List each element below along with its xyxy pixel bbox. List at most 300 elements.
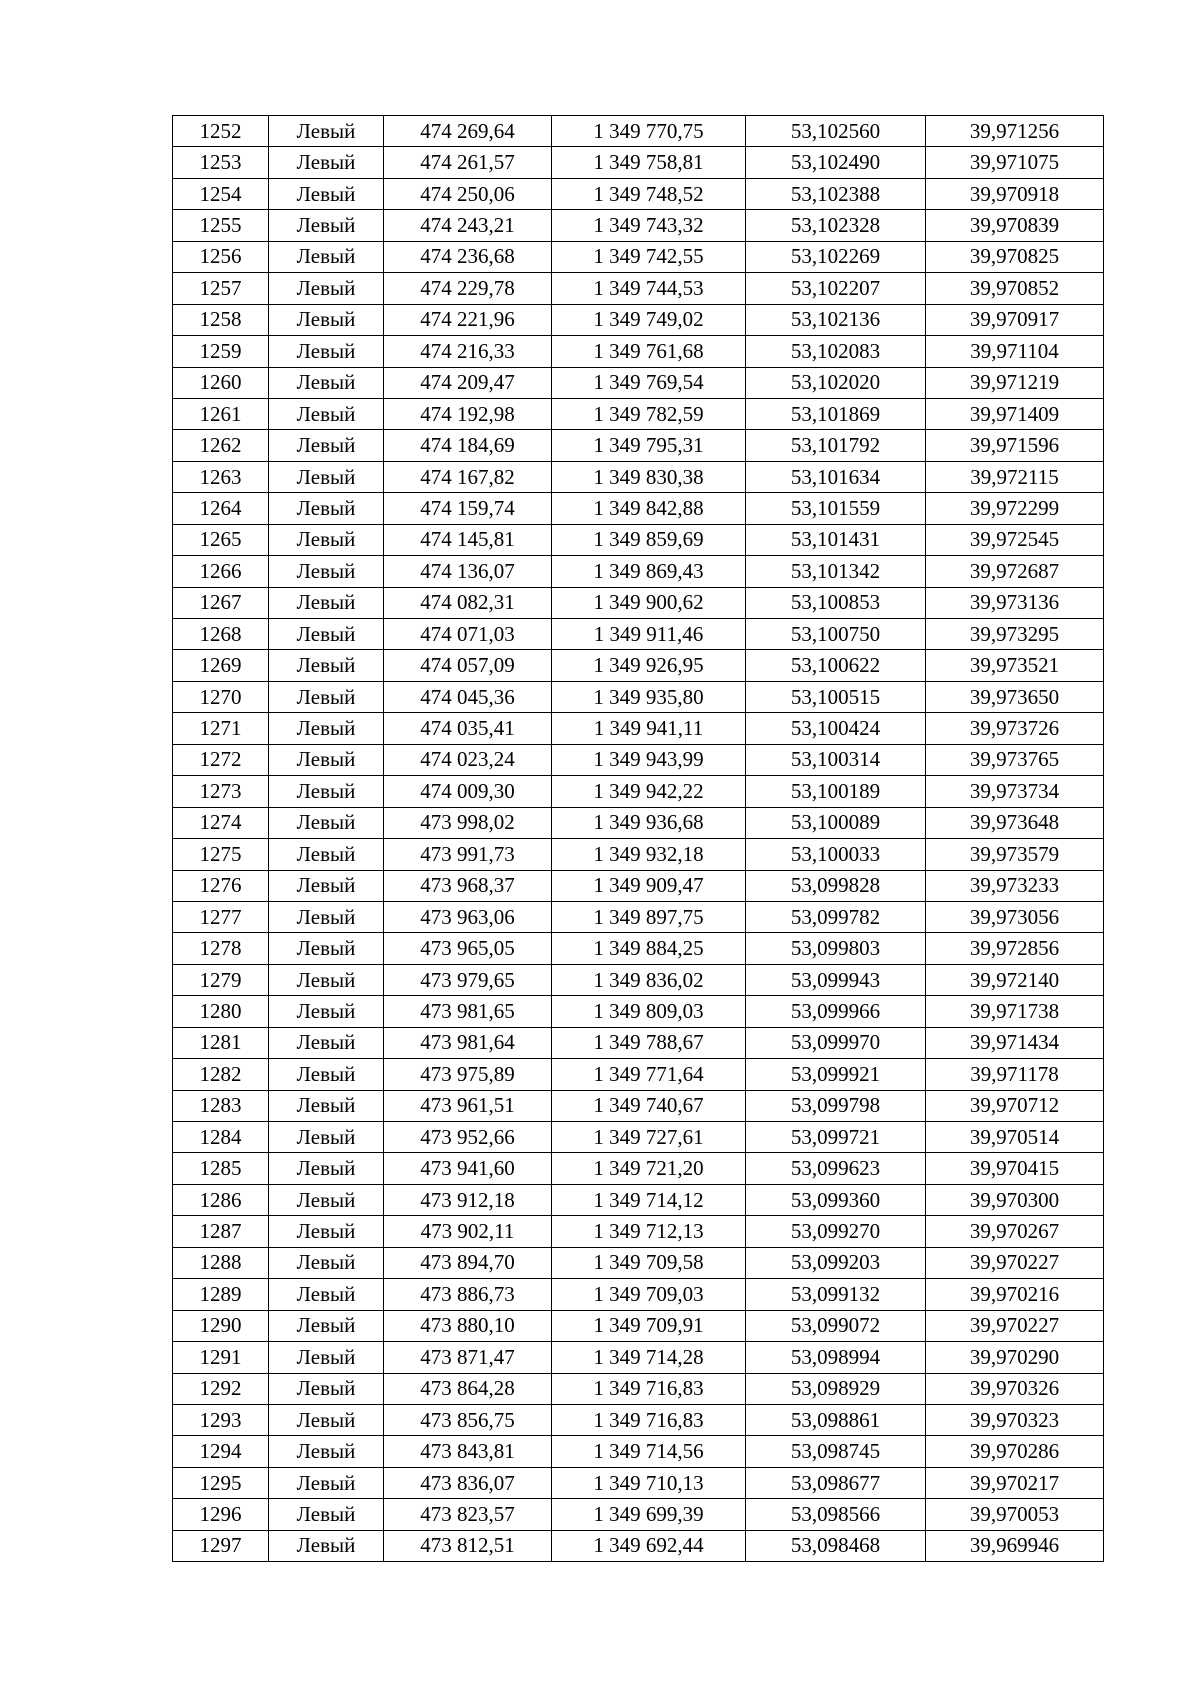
side-cell: Левый	[269, 367, 384, 398]
y-coordinate-cell: 1 349 721,20	[552, 1153, 746, 1184]
latitude-cell: 53,099132	[746, 1279, 926, 1310]
longitude-cell: 39,973734	[926, 776, 1104, 807]
y-coordinate-cell: 1 349 712,13	[552, 1216, 746, 1247]
y-coordinate-cell: 1 349 714,12	[552, 1184, 746, 1215]
latitude-cell: 53,102269	[746, 241, 926, 272]
side-cell: Левый	[269, 1279, 384, 1310]
x-coordinate-cell: 474 261,57	[384, 147, 552, 178]
point-number-cell: 1283	[173, 1090, 269, 1121]
point-number-cell: 1256	[173, 241, 269, 272]
latitude-cell: 53,100314	[746, 744, 926, 775]
point-number-cell: 1259	[173, 336, 269, 367]
x-coordinate-cell: 474 035,41	[384, 713, 552, 744]
side-cell: Левый	[269, 839, 384, 870]
longitude-cell: 39,971409	[926, 398, 1104, 429]
x-coordinate-cell: 474 023,24	[384, 744, 552, 775]
table-row	[173, 776, 1104, 807]
side-cell: Левый	[269, 116, 384, 147]
longitude-cell: 39,971104	[926, 336, 1104, 367]
table-row	[173, 241, 1104, 272]
latitude-cell: 53,098566	[746, 1499, 926, 1530]
latitude-cell: 53,102083	[746, 336, 926, 367]
longitude-cell: 39,970712	[926, 1090, 1104, 1121]
table-row	[173, 1404, 1104, 1435]
y-coordinate-cell: 1 349 935,80	[552, 681, 746, 712]
point-number-cell: 1296	[173, 1499, 269, 1530]
side-cell: Левый	[269, 493, 384, 524]
side-cell: Левый	[269, 1530, 384, 1561]
table-row	[173, 1436, 1104, 1467]
longitude-cell: 39,972856	[926, 933, 1104, 964]
latitude-cell: 53,099721	[746, 1122, 926, 1153]
latitude-cell: 53,099828	[746, 870, 926, 901]
side-cell: Левый	[269, 1404, 384, 1435]
latitude-cell: 53,101559	[746, 493, 926, 524]
x-coordinate-cell: 473 968,37	[384, 870, 552, 901]
y-coordinate-cell: 1 349 716,83	[552, 1373, 746, 1404]
y-coordinate-cell: 1 349 926,95	[552, 650, 746, 681]
x-coordinate-cell: 474 082,31	[384, 587, 552, 618]
table-row	[173, 650, 1104, 681]
x-coordinate-cell: 473 991,73	[384, 839, 552, 870]
latitude-cell: 53,100622	[746, 650, 926, 681]
latitude-cell: 53,100515	[746, 681, 926, 712]
longitude-cell: 39,973579	[926, 839, 1104, 870]
x-coordinate-cell: 474 269,64	[384, 116, 552, 147]
y-coordinate-cell: 1 349 709,91	[552, 1310, 746, 1341]
x-coordinate-cell: 474 229,78	[384, 273, 552, 304]
table-row	[173, 116, 1104, 147]
longitude-cell: 39,970839	[926, 210, 1104, 241]
y-coordinate-cell: 1 349 941,11	[552, 713, 746, 744]
point-number-cell: 1270	[173, 681, 269, 712]
table-row	[173, 587, 1104, 618]
y-coordinate-cell: 1 349 748,52	[552, 178, 746, 209]
table-row	[173, 1216, 1104, 1247]
y-coordinate-cell: 1 349 782,59	[552, 398, 746, 429]
table-row	[173, 273, 1104, 304]
latitude-cell: 53,099798	[746, 1090, 926, 1121]
x-coordinate-cell: 474 216,33	[384, 336, 552, 367]
y-coordinate-cell: 1 349 771,64	[552, 1059, 746, 1090]
longitude-cell: 39,970290	[926, 1342, 1104, 1373]
side-cell: Левый	[269, 776, 384, 807]
point-number-cell: 1263	[173, 461, 269, 492]
y-coordinate-cell: 1 349 943,99	[552, 744, 746, 775]
table-row	[173, 1467, 1104, 1498]
x-coordinate-cell: 473 961,51	[384, 1090, 552, 1121]
side-cell: Левый	[269, 933, 384, 964]
x-coordinate-cell: 473 836,07	[384, 1467, 552, 1498]
y-coordinate-cell: 1 349 749,02	[552, 304, 746, 335]
x-coordinate-cell: 473 886,73	[384, 1279, 552, 1310]
latitude-cell: 53,098677	[746, 1467, 926, 1498]
x-coordinate-cell: 473 965,05	[384, 933, 552, 964]
y-coordinate-cell: 1 349 709,58	[552, 1247, 746, 1278]
point-number-cell: 1286	[173, 1184, 269, 1215]
longitude-cell: 39,970825	[926, 241, 1104, 272]
table-row	[173, 1153, 1104, 1184]
x-coordinate-cell: 474 167,82	[384, 461, 552, 492]
y-coordinate-cell: 1 349 770,75	[552, 116, 746, 147]
latitude-cell: 53,099623	[746, 1153, 926, 1184]
side-cell: Левый	[269, 807, 384, 838]
side-cell: Левый	[269, 1122, 384, 1153]
table-row	[173, 1373, 1104, 1404]
latitude-cell: 53,101634	[746, 461, 926, 492]
table-row	[173, 901, 1104, 932]
latitude-cell: 53,100033	[746, 839, 926, 870]
y-coordinate-cell: 1 349 842,88	[552, 493, 746, 524]
y-coordinate-cell: 1 349 769,54	[552, 367, 746, 398]
y-coordinate-cell: 1 349 742,55	[552, 241, 746, 272]
table-row	[173, 1247, 1104, 1278]
point-number-cell: 1277	[173, 901, 269, 932]
side-cell: Левый	[269, 1059, 384, 1090]
longitude-cell: 39,970918	[926, 178, 1104, 209]
point-number-cell: 1288	[173, 1247, 269, 1278]
latitude-cell: 53,099970	[746, 1027, 926, 1058]
coordinates-table-body	[173, 116, 1104, 1562]
point-number-cell: 1265	[173, 524, 269, 555]
side-cell: Левый	[269, 1153, 384, 1184]
x-coordinate-cell: 473 843,81	[384, 1436, 552, 1467]
table-row	[173, 964, 1104, 995]
table-row	[173, 1027, 1104, 1058]
side-cell: Левый	[269, 147, 384, 178]
y-coordinate-cell: 1 349 942,22	[552, 776, 746, 807]
point-number-cell: 1292	[173, 1373, 269, 1404]
point-number-cell: 1253	[173, 147, 269, 178]
x-coordinate-cell: 473 864,28	[384, 1373, 552, 1404]
latitude-cell: 53,101342	[746, 556, 926, 587]
table-row	[173, 336, 1104, 367]
x-coordinate-cell: 473 856,75	[384, 1404, 552, 1435]
latitude-cell: 53,102328	[746, 210, 926, 241]
x-coordinate-cell: 473 902,11	[384, 1216, 552, 1247]
point-number-cell: 1264	[173, 493, 269, 524]
latitude-cell: 53,102020	[746, 367, 926, 398]
y-coordinate-cell: 1 349 859,69	[552, 524, 746, 555]
longitude-cell: 39,972115	[926, 461, 1104, 492]
longitude-cell: 39,973650	[926, 681, 1104, 712]
x-coordinate-cell: 473 941,60	[384, 1153, 552, 1184]
longitude-cell: 39,970216	[926, 1279, 1104, 1310]
longitude-cell: 39,971256	[926, 116, 1104, 147]
side-cell: Левый	[269, 587, 384, 618]
point-number-cell: 1261	[173, 398, 269, 429]
latitude-cell: 53,100189	[746, 776, 926, 807]
longitude-cell: 39,973765	[926, 744, 1104, 775]
latitude-cell: 53,099270	[746, 1216, 926, 1247]
table-row	[173, 870, 1104, 901]
table-row	[173, 807, 1104, 838]
latitude-cell: 53,100853	[746, 587, 926, 618]
latitude-cell: 53,102560	[746, 116, 926, 147]
y-coordinate-cell: 1 349 709,03	[552, 1279, 746, 1310]
y-coordinate-cell: 1 349 716,83	[552, 1404, 746, 1435]
point-number-cell: 1274	[173, 807, 269, 838]
x-coordinate-cell: 474 136,07	[384, 556, 552, 587]
y-coordinate-cell: 1 349 795,31	[552, 430, 746, 461]
x-coordinate-cell: 474 243,21	[384, 210, 552, 241]
latitude-cell: 53,098468	[746, 1530, 926, 1561]
y-coordinate-cell: 1 349 809,03	[552, 996, 746, 1027]
x-coordinate-cell: 474 221,96	[384, 304, 552, 335]
table-row	[173, 398, 1104, 429]
side-cell: Левый	[269, 713, 384, 744]
longitude-cell: 39,970326	[926, 1373, 1104, 1404]
point-number-cell: 1271	[173, 713, 269, 744]
x-coordinate-cell: 473 823,57	[384, 1499, 552, 1530]
x-coordinate-cell: 474 236,68	[384, 241, 552, 272]
point-number-cell: 1291	[173, 1342, 269, 1373]
latitude-cell: 53,098929	[746, 1373, 926, 1404]
longitude-cell: 39,970267	[926, 1216, 1104, 1247]
point-number-cell: 1268	[173, 619, 269, 650]
table-row	[173, 430, 1104, 461]
point-number-cell: 1262	[173, 430, 269, 461]
y-coordinate-cell: 1 349 897,75	[552, 901, 746, 932]
longitude-cell: 39,970217	[926, 1467, 1104, 1498]
latitude-cell: 53,098994	[746, 1342, 926, 1373]
y-coordinate-cell: 1 349 740,67	[552, 1090, 746, 1121]
longitude-cell: 39,971219	[926, 367, 1104, 398]
y-coordinate-cell: 1 349 830,38	[552, 461, 746, 492]
point-number-cell: 1275	[173, 839, 269, 870]
y-coordinate-cell: 1 349 710,13	[552, 1467, 746, 1498]
side-cell: Левый	[269, 430, 384, 461]
x-coordinate-cell: 473 894,70	[384, 1247, 552, 1278]
table-row	[173, 839, 1104, 870]
longitude-cell: 39,971738	[926, 996, 1104, 1027]
y-coordinate-cell: 1 349 714,56	[552, 1436, 746, 1467]
y-coordinate-cell: 1 349 743,32	[552, 210, 746, 241]
x-coordinate-cell: 473 880,10	[384, 1310, 552, 1341]
point-number-cell: 1287	[173, 1216, 269, 1247]
longitude-cell: 39,970227	[926, 1310, 1104, 1341]
x-coordinate-cell: 474 145,81	[384, 524, 552, 555]
longitude-cell: 39,970286	[926, 1436, 1104, 1467]
longitude-cell: 39,969946	[926, 1530, 1104, 1561]
longitude-cell: 39,973295	[926, 619, 1104, 650]
x-coordinate-cell: 474 045,36	[384, 681, 552, 712]
latitude-cell: 53,100750	[746, 619, 926, 650]
latitude-cell: 53,102388	[746, 178, 926, 209]
side-cell: Левый	[269, 901, 384, 932]
point-number-cell: 1293	[173, 1404, 269, 1435]
longitude-cell: 39,971075	[926, 147, 1104, 178]
table-row	[173, 619, 1104, 650]
x-coordinate-cell: 473 963,06	[384, 901, 552, 932]
side-cell: Левый	[269, 1467, 384, 1498]
side-cell: Левый	[269, 1436, 384, 1467]
point-number-cell: 1294	[173, 1436, 269, 1467]
x-coordinate-cell: 474 184,69	[384, 430, 552, 461]
point-number-cell: 1289	[173, 1279, 269, 1310]
point-number-cell: 1252	[173, 116, 269, 147]
table-row	[173, 1530, 1104, 1561]
point-number-cell: 1272	[173, 744, 269, 775]
latitude-cell: 53,102490	[746, 147, 926, 178]
side-cell: Левый	[269, 241, 384, 272]
coordinates-table	[172, 115, 1104, 1562]
x-coordinate-cell: 474 250,06	[384, 178, 552, 209]
y-coordinate-cell: 1 349 900,62	[552, 587, 746, 618]
side-cell: Левый	[269, 1373, 384, 1404]
y-coordinate-cell: 1 349 727,61	[552, 1122, 746, 1153]
point-number-cell: 1280	[173, 996, 269, 1027]
side-cell: Левый	[269, 304, 384, 335]
longitude-cell: 39,973056	[926, 901, 1104, 932]
y-coordinate-cell: 1 349 932,18	[552, 839, 746, 870]
longitude-cell: 39,972140	[926, 964, 1104, 995]
point-number-cell: 1281	[173, 1027, 269, 1058]
table-row	[173, 367, 1104, 398]
side-cell: Левый	[269, 1342, 384, 1373]
table-row	[173, 556, 1104, 587]
latitude-cell: 53,099072	[746, 1310, 926, 1341]
point-number-cell: 1290	[173, 1310, 269, 1341]
side-cell: Левый	[269, 650, 384, 681]
latitude-cell: 53,099966	[746, 996, 926, 1027]
x-coordinate-cell: 473 981,64	[384, 1027, 552, 1058]
y-coordinate-cell: 1 349 714,28	[552, 1342, 746, 1373]
x-coordinate-cell: 473 975,89	[384, 1059, 552, 1090]
longitude-cell: 39,970852	[926, 273, 1104, 304]
table-row	[173, 1059, 1104, 1090]
point-number-cell: 1258	[173, 304, 269, 335]
point-number-cell: 1273	[173, 776, 269, 807]
y-coordinate-cell: 1 349 744,53	[552, 273, 746, 304]
side-cell: Левый	[269, 870, 384, 901]
point-number-cell: 1295	[173, 1467, 269, 1498]
latitude-cell: 53,099203	[746, 1247, 926, 1278]
table-row	[173, 1279, 1104, 1310]
y-coordinate-cell: 1 349 758,81	[552, 147, 746, 178]
y-coordinate-cell: 1 349 911,46	[552, 619, 746, 650]
point-number-cell: 1282	[173, 1059, 269, 1090]
latitude-cell: 53,100089	[746, 807, 926, 838]
longitude-cell: 39,972687	[926, 556, 1104, 587]
table-row	[173, 1122, 1104, 1153]
longitude-cell: 39,970227	[926, 1247, 1104, 1278]
side-cell: Левый	[269, 1247, 384, 1278]
longitude-cell: 39,973233	[926, 870, 1104, 901]
table-row	[173, 1310, 1104, 1341]
longitude-cell: 39,972545	[926, 524, 1104, 555]
side-cell: Левый	[269, 1090, 384, 1121]
longitude-cell: 39,973521	[926, 650, 1104, 681]
point-number-cell: 1255	[173, 210, 269, 241]
side-cell: Левый	[269, 524, 384, 555]
y-coordinate-cell: 1 349 699,39	[552, 1499, 746, 1530]
table-row	[173, 461, 1104, 492]
x-coordinate-cell: 474 057,09	[384, 650, 552, 681]
point-number-cell: 1267	[173, 587, 269, 618]
side-cell: Левый	[269, 1310, 384, 1341]
point-number-cell: 1254	[173, 178, 269, 209]
latitude-cell: 53,099782	[746, 901, 926, 932]
side-cell: Левый	[269, 556, 384, 587]
longitude-cell: 39,971434	[926, 1027, 1104, 1058]
latitude-cell: 53,098861	[746, 1404, 926, 1435]
latitude-cell: 53,101431	[746, 524, 926, 555]
longitude-cell: 39,972299	[926, 493, 1104, 524]
table-row	[173, 996, 1104, 1027]
table-row	[173, 147, 1104, 178]
table-row	[173, 493, 1104, 524]
latitude-cell: 53,099921	[746, 1059, 926, 1090]
x-coordinate-cell: 474 071,03	[384, 619, 552, 650]
x-coordinate-cell: 474 009,30	[384, 776, 552, 807]
y-coordinate-cell: 1 349 936,68	[552, 807, 746, 838]
y-coordinate-cell: 1 349 884,25	[552, 933, 746, 964]
table-row	[173, 524, 1104, 555]
table-row	[173, 210, 1104, 241]
side-cell: Левый	[269, 1216, 384, 1247]
table-row	[173, 1184, 1104, 1215]
x-coordinate-cell: 473 998,02	[384, 807, 552, 838]
side-cell: Левый	[269, 1184, 384, 1215]
point-number-cell: 1269	[173, 650, 269, 681]
latitude-cell: 53,100424	[746, 713, 926, 744]
point-number-cell: 1260	[173, 367, 269, 398]
longitude-cell: 39,973136	[926, 587, 1104, 618]
table-row	[173, 178, 1104, 209]
x-coordinate-cell: 473 981,65	[384, 996, 552, 1027]
longitude-cell: 39,970053	[926, 1499, 1104, 1530]
x-coordinate-cell: 473 871,47	[384, 1342, 552, 1373]
latitude-cell: 53,099803	[746, 933, 926, 964]
side-cell: Левый	[269, 210, 384, 241]
latitude-cell: 53,102136	[746, 304, 926, 335]
latitude-cell: 53,098745	[746, 1436, 926, 1467]
side-cell: Левый	[269, 1499, 384, 1530]
point-number-cell: 1266	[173, 556, 269, 587]
x-coordinate-cell: 473 952,66	[384, 1122, 552, 1153]
latitude-cell: 53,102207	[746, 273, 926, 304]
side-cell: Левый	[269, 461, 384, 492]
table-row	[173, 681, 1104, 712]
table-row	[173, 744, 1104, 775]
side-cell: Левый	[269, 273, 384, 304]
longitude-cell: 39,973648	[926, 807, 1104, 838]
y-coordinate-cell: 1 349 869,43	[552, 556, 746, 587]
longitude-cell: 39,970415	[926, 1153, 1104, 1184]
longitude-cell: 39,970514	[926, 1122, 1104, 1153]
y-coordinate-cell: 1 349 909,47	[552, 870, 746, 901]
table-row	[173, 1090, 1104, 1121]
longitude-cell: 39,973726	[926, 713, 1104, 744]
side-cell: Левый	[269, 178, 384, 209]
point-number-cell: 1297	[173, 1530, 269, 1561]
point-number-cell: 1284	[173, 1122, 269, 1153]
x-coordinate-cell: 473 979,65	[384, 964, 552, 995]
x-coordinate-cell: 474 209,47	[384, 367, 552, 398]
side-cell: Левый	[269, 1027, 384, 1058]
table-row	[173, 713, 1104, 744]
side-cell: Левый	[269, 996, 384, 1027]
latitude-cell: 53,101792	[746, 430, 926, 461]
table-row	[173, 304, 1104, 335]
point-number-cell: 1257	[173, 273, 269, 304]
side-cell: Левый	[269, 619, 384, 650]
y-coordinate-cell: 1 349 788,67	[552, 1027, 746, 1058]
x-coordinate-cell: 473 812,51	[384, 1530, 552, 1561]
table-row	[173, 933, 1104, 964]
longitude-cell: 39,971596	[926, 430, 1104, 461]
